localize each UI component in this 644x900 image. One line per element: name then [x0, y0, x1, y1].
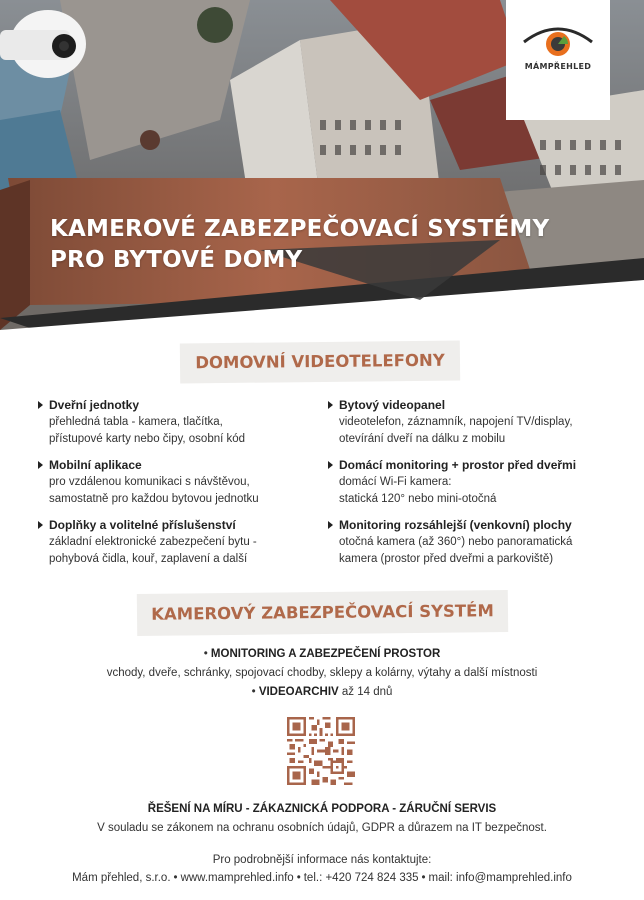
feature-title: Dveřní jednotky — [49, 398, 140, 412]
hero-title — [50, 214, 549, 276]
feature-desc-line: kamera (prostor před dveřmi a parkoviště) — [339, 553, 554, 565]
feature-title: Bytový videopanel — [339, 398, 446, 412]
feature-video-panel — [328, 396, 618, 448]
feature-outdoor-monitoring — [328, 516, 618, 568]
bullet-arrow-icon — [328, 401, 333, 409]
feature-title: Domácí monitoring + prostor před dveřmi — [339, 458, 577, 472]
feature-title: Mobilní aplikace — [49, 458, 142, 472]
feature-desc-line: videotelefon, záznamník, napojení TV/display, — [339, 416, 573, 428]
feature-desc-line: základní elektronické zabezpečení bytu - — [49, 536, 257, 548]
feature-desc-line: domácí Wi-Fi kamera: — [339, 476, 452, 488]
camera-system-header: KAMEROVÝ ZABEZPEČOVACÍ SYSTÉM — [137, 590, 508, 636]
videophones-right-column — [328, 396, 618, 576]
feature-desc-line: otevírání dveří na dálku z mobilu — [339, 433, 506, 445]
videophones-left-column — [38, 396, 328, 576]
bullet-arrow-icon — [328, 461, 333, 469]
feature-desc-line: přístupové karty nebo čipy, osobní kód — [49, 433, 246, 445]
bullet-videoarchive-title: VIDEOARCHIV — [258, 686, 339, 698]
camera-system-content — [0, 645, 644, 702]
feature-desc-line: otočná kamera (až 360°) nebo panoramatická — [339, 536, 573, 548]
bullet-arrow-icon — [328, 521, 333, 529]
feature-door-units — [38, 396, 328, 448]
phone-link[interactable]: tel.: +420 724 824 335 — [303, 872, 419, 884]
qr-code[interactable] — [287, 717, 355, 785]
bullet-monitoring-title: MONITORING A ZABEZPEČENÍ PROSTOR — [210, 648, 441, 660]
hero-title-line1: KAMEROVÉ ZABEZPEČOVACÍ SYSTÉMY — [50, 216, 550, 242]
bullet-monitoring: • MONITORING A ZABEZPEČENÍ PROSTOR — [203, 648, 441, 660]
bullet-videoarchive-desc: až 14 dnů — [341, 686, 393, 698]
contact-line: Mám přehled, s.r.o. • www.mamprehled.info • tel.: +420 724 824 335 • mail: info@mamprehled.info — [72, 872, 572, 884]
gdpr-notice: V souladu se zákonem na ochranu osobních údajů, GDPR a důrazem na IT bezpečnost. — [97, 822, 547, 834]
email-link[interactable]: mail: info@mamprehled.info — [428, 872, 572, 884]
eye-icon — [520, 22, 596, 60]
feature-accessories — [38, 516, 328, 568]
slogan: ŘEŠENÍ NA MÍRU - ZÁKAZNICKÁ PODPORA - ZÁRUČNÍ SERVIS — [147, 803, 497, 815]
company-name: Mám přehled, s.r.o. — [72, 872, 171, 884]
feature-home-monitoring — [328, 456, 618, 508]
feature-desc-line: přehledná tabla - kamera, tlačítka, — [49, 416, 223, 428]
feature-mobile-app — [38, 456, 328, 508]
feature-desc-line: statická 120° nebo mini-otočná — [339, 493, 497, 505]
feature-title: Monitoring rozsáhlejší (venkovní) plochy — [339, 518, 572, 532]
bullet-arrow-icon — [38, 521, 43, 529]
hero-title-line2: PRO BYTOVÉ DOMY — [50, 247, 303, 273]
bullet-arrow-icon — [38, 401, 43, 409]
videophones-header: DOMOVNÍ VIDEOTELEFONY — [180, 341, 460, 384]
brand-logo — [506, 0, 610, 120]
feature-title: Doplňky a volitelné příslušenství — [49, 518, 236, 532]
feature-desc-line: pro vzdálenou komunikaci s návštěvou, — [49, 476, 250, 488]
bullet-videoarchive: • VIDEOARCHIV až 14 dnů — [251, 686, 393, 698]
website-link[interactable]: www.mamprehled.info — [180, 872, 294, 884]
feature-desc-line: samostatně pro každou bytovou jednotku — [49, 493, 259, 505]
bullet-arrow-icon — [38, 461, 43, 469]
contact-intro: Pro podrobnější informace nás kontaktujte: — [212, 854, 432, 866]
bullet-monitoring-desc: vchody, dveře, schránky, spojovací chodby, sklepy a kolárny, výtahy a další místnosti — [106, 667, 538, 679]
logo-text: MÁMPŘEHLED — [524, 62, 592, 71]
feature-desc-line: pohybová čidla, kouř, zaplavení a další — [49, 553, 248, 565]
